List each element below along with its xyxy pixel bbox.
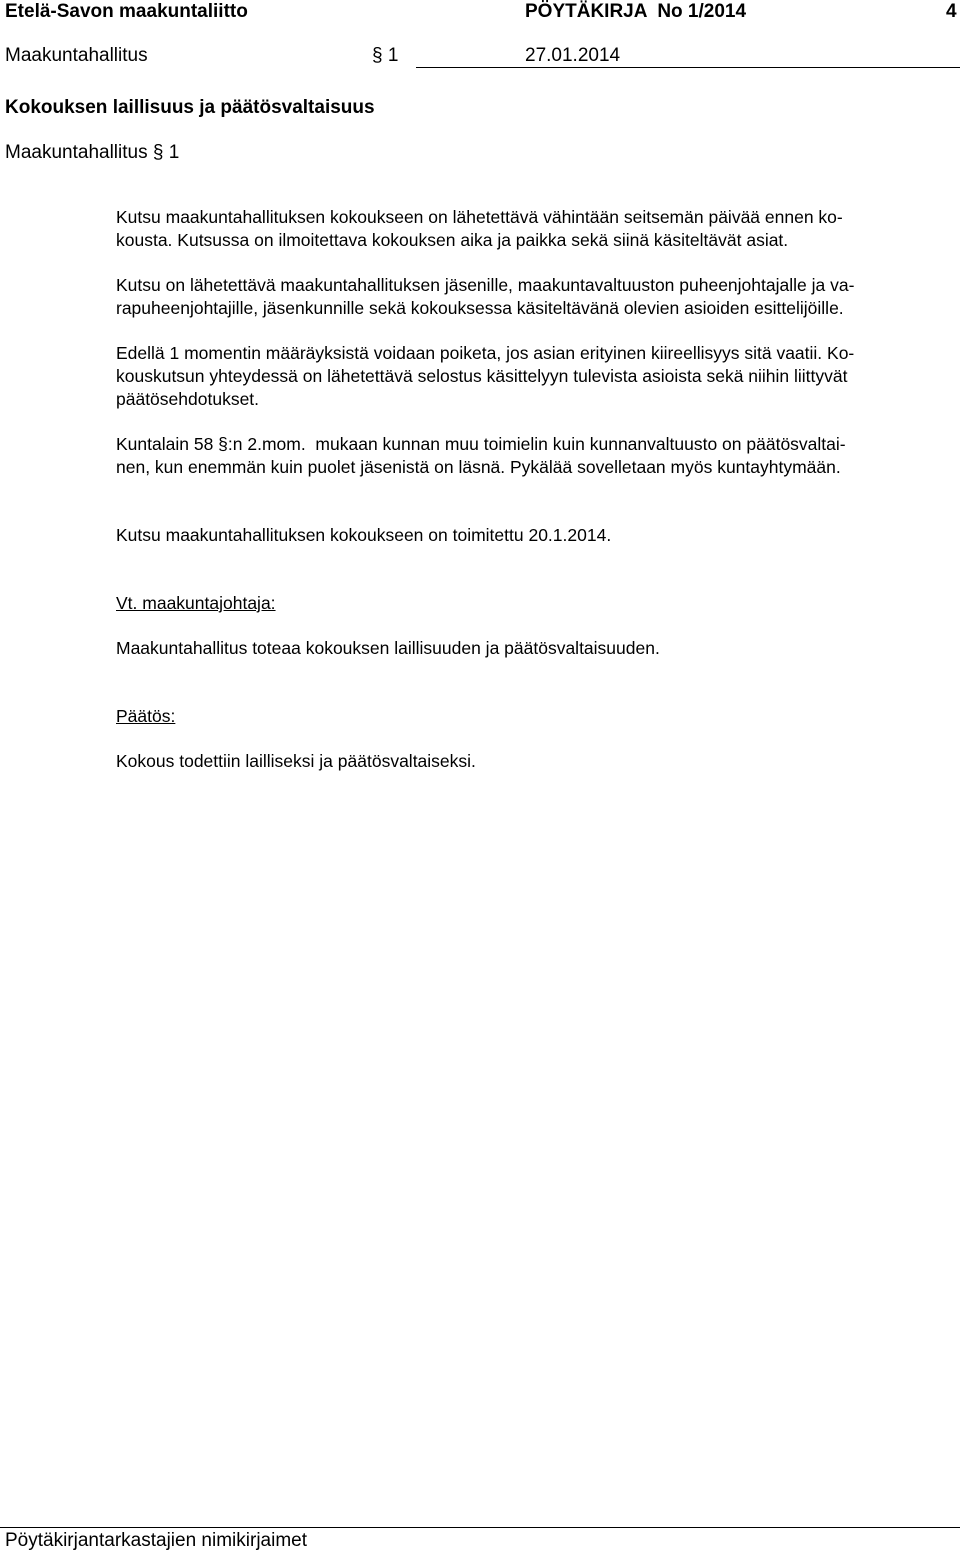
paragraph-line: Kutsu on lähetettävä maakuntahallituksen jäsenille, maakuntavaltuuston puheenjohtajalle ja va- [116, 275, 855, 295]
paragraph-line: Kutsu maakuntahallituksen kokoukseen on lähetettävä vähintään seitsemän päivää ennen ko- [116, 207, 843, 227]
paragraph-line: Kuntalain 58 §:n 2.mom. mukaan kunnan muu toimielin kuin kunnanvaltuusto on päätösvaltai- [116, 434, 846, 454]
item-reference: Maakuntahallitus § 1 [5, 142, 180, 163]
paragraph-line: Kutsu maakuntahallituksen kokoukseen on toimitettu 20.1.2014. [116, 525, 612, 545]
section-reference: § 1 [372, 45, 399, 66]
organization-name: Etelä-Savon maakuntaliitto [5, 1, 248, 22]
paragraph [116, 206, 956, 252]
page-number: 4 [946, 1, 957, 22]
paragraph [116, 342, 956, 411]
governing-body: Maakuntahallitus [5, 45, 148, 66]
decision-label-text: Päätös: [116, 706, 176, 726]
proposal-label [116, 592, 956, 615]
decision-text: Kokous todettiin lailliseksi ja päätösvaltaiseksi. [116, 751, 476, 771]
proposal-label-text: Vt. maakuntajohtaja: [116, 593, 276, 613]
footer-divider [0, 1527, 960, 1528]
proposal-text: Maakuntahallitus toteaa kokouksen laillisuuden ja päätösvaltaisuuden. [116, 638, 660, 658]
decision-label [116, 705, 956, 728]
item-title: Kokouksen laillisuus ja päätösvaltaisuus [5, 97, 375, 118]
paragraph [116, 524, 956, 547]
document-type: PÖYTÄKIRJA No 1/2014 [525, 1, 747, 22]
item-body [116, 206, 956, 773]
header-divider [416, 67, 960, 68]
paragraph [116, 433, 956, 479]
paragraph [116, 274, 956, 320]
meeting-date: 27.01.2014 [525, 45, 621, 66]
paragraph-line: nen, kun enemmän kuin puolet jäsenistä on läsnä. Pykälää sovelletaan myös kuntayhtymään. [116, 457, 841, 477]
paragraph-line: kouskutsun yhteydessä on lähetettävä selostus käsittelyyn tulevista asioista sekä niihin liittyvät [116, 366, 848, 386]
paragraph-line: rapuheenjohtajille, jäsenkunnille sekä kokouksessa käsiteltävänä olevien asioiden esittelijöille. [116, 298, 844, 318]
paragraph-line: päätösehdotukset. [116, 389, 260, 409]
footer-initials-label: Pöytäkirjantarkastajien nimikirjaimet [5, 1530, 307, 1551]
paragraph-line: Edellä 1 momentin määräyksistä voidaan poiketa, jos asian erityinen kiireellisyys sitä vaatii. Ko- [116, 343, 855, 363]
paragraph-line: kousta. Kutsussa on ilmoitettava kokouksen aika ja paikka sekä siinä käsiteltävät asiat. [116, 230, 789, 250]
